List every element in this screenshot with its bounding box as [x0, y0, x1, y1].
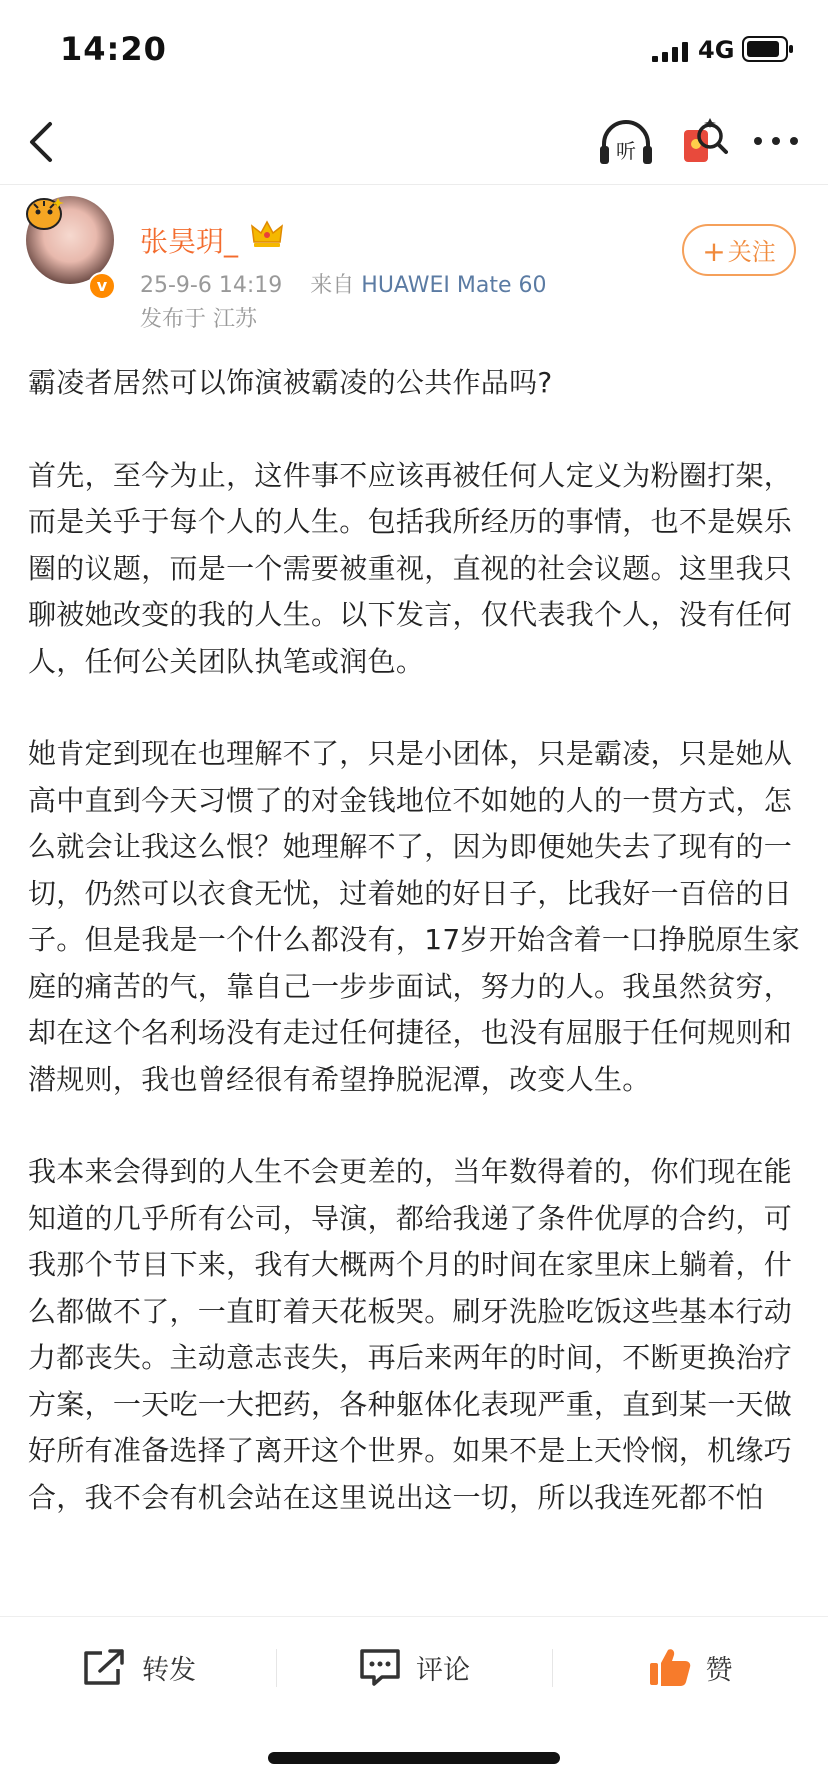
crown-icon	[250, 218, 284, 250]
red-packet-icon[interactable]	[680, 116, 728, 168]
post-source-prefix: 来自	[310, 273, 355, 298]
tiger-avatar-frame-icon	[24, 192, 68, 232]
signal-strength-icon	[652, 42, 688, 62]
thumbs-up-icon	[648, 1646, 692, 1688]
listen-label: 听	[616, 139, 636, 163]
repost-button[interactable]	[0, 1617, 276, 1717]
post-paragraph: 首先，至今为止，这件事不应该再被任何人定义为粉圈打架，而是关乎于每个人的人生。包括我所经历的事情，也不是娱乐圈的议题，而是一个需要被重视，直视的社会议题。这里我只聊被她改变的我的人生。以下发言，仅代表我个人，没有任何人，任何公关团队执笔或润色。	[28, 458, 793, 678]
follow-label: 关注	[727, 238, 776, 266]
battery-icon	[742, 36, 794, 62]
like-label: 赞	[705, 1654, 733, 1686]
home-indicator[interactable]	[268, 1752, 560, 1764]
like-button[interactable]	[552, 1617, 828, 1717]
network-type: 4G	[698, 36, 735, 64]
share-icon	[80, 1647, 128, 1687]
action-bar	[0, 1616, 828, 1717]
post-meta	[140, 268, 547, 299]
post-paragraph: 我本来会得到的人生不会更差的，当年数得着的，你们现在能知道的几乎所有公司，导演，都给我递了条件优厚的合约，可我那个节目下来，我有大概两个月的时间在家里床上躺着，什么都做不了，一直盯着天花板哭。刷牙洗脸吃饭这些基本行动力都丧失。主动意志丧失，再后来两年的时间，不断更换治疗方案，一天吃一大把药，各种躯体化表现严重，直到某一天做好所有准备选择了离开这个世界。如果不是上天怜悯，机缘巧合，我不会有机会站在这里说出这一切，所以我连死都不怕	[28, 1155, 793, 1514]
post-paragraph: 她肯定到现在也理解不了，只是小团体，只是霸凌，只是她从高中直到今天习惯了的对金钱地位不如她的人的一贯方式，怎么就会让我这么恨？她理解不了，因为即便她失去了现有的一切，仍然可以衣食无忧，过着她的好日子，比我好一百倍的日子。但是我是一个什么都没有，17岁开始含着一口挣脱原生家庭的痛苦的气，靠自己一步步面试，努力的人。我虽然贫穷，却在这个名利场没有走过任何捷径，也没有屈服于任何规则和潜规则，我也曾经很有希望挣脱泥潭，改变人生。	[28, 737, 801, 1096]
headphones-icon[interactable]	[596, 118, 656, 168]
comment-icon	[358, 1647, 402, 1687]
verified-badge-icon: v	[88, 272, 116, 300]
post-content	[28, 360, 802, 1616]
post-device[interactable]: HUAWEI Mate 60	[361, 273, 547, 298]
post-paragraph: 霸凌者居然可以饰演被霸凌的公共作品吗?	[28, 366, 553, 399]
post-location: 发布于 江苏	[140, 307, 257, 332]
status-time: 14:20	[60, 30, 167, 68]
repost-label: 转发	[142, 1654, 196, 1686]
author-name[interactable]: 张昊玥_	[140, 225, 239, 258]
chevron-left-icon[interactable]	[18, 114, 62, 170]
status-bar	[0, 0, 828, 100]
plus-icon: +	[702, 235, 726, 268]
comment-button[interactable]	[276, 1617, 552, 1717]
more-dots-icon[interactable]	[752, 126, 800, 156]
nav-bar	[0, 100, 828, 185]
comment-label: 评论	[416, 1654, 470, 1686]
follow-button[interactable]	[682, 224, 796, 276]
post-time: 25-9-6 14:19	[140, 273, 283, 298]
